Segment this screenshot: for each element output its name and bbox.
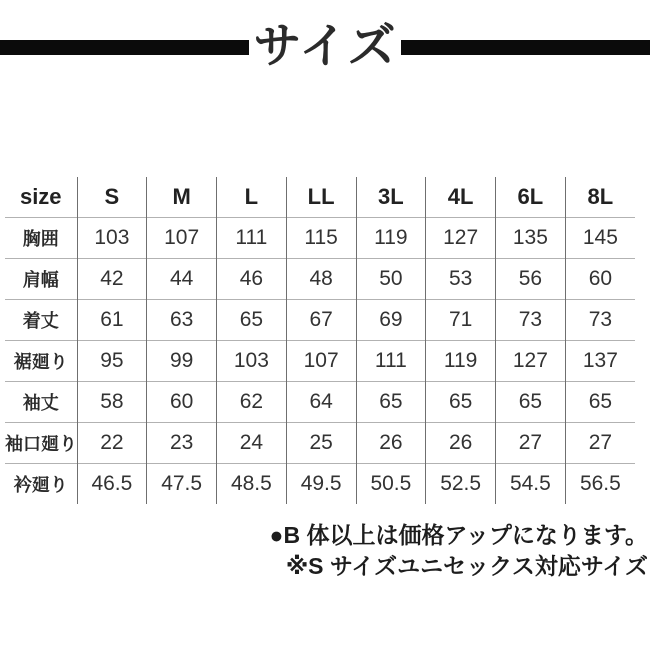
measurement-value-cell: 56.5: [565, 464, 635, 505]
measurement-value-cell: 60: [565, 259, 635, 300]
measurement-value-cell: 119: [356, 218, 426, 259]
title-bar-right: [401, 40, 650, 55]
footnote-line: ●B 体以上は価格アップになります。: [269, 522, 648, 548]
measurement-value-cell: 71: [426, 300, 496, 341]
size-column-header: L: [217, 177, 287, 218]
size-table-row: [5, 300, 635, 341]
measurement-value-cell: 26: [426, 423, 496, 464]
measurement-value-cell: 137: [565, 341, 635, 382]
size-table-header-row: [5, 177, 635, 218]
measurement-value-cell: 107: [147, 218, 217, 259]
measurement-value-cell: 25: [286, 423, 356, 464]
measurement-value-cell: 119: [426, 341, 496, 382]
measurement-value-cell: 61: [77, 300, 147, 341]
measurement-value-cell: 65: [496, 382, 566, 423]
measurement-value-cell: 26: [356, 423, 426, 464]
measurement-value-cell: 44: [147, 259, 217, 300]
size-table-row: [5, 341, 635, 382]
measurement-value-cell: 49.5: [286, 464, 356, 505]
measurement-row-label: 胸囲: [5, 218, 77, 259]
measurement-row-label: 袖口廻り: [5, 423, 77, 464]
title-banner: [0, 16, 650, 78]
measurement-value-cell: 24: [217, 423, 287, 464]
size-column-header: 4L: [426, 177, 496, 218]
size-table-row: [5, 464, 635, 505]
measurement-value-cell: 52.5: [426, 464, 496, 505]
measurement-value-cell: 46: [217, 259, 287, 300]
measurement-value-cell: 135: [496, 218, 566, 259]
size-column-header: M: [147, 177, 217, 218]
measurement-value-cell: 111: [356, 341, 426, 382]
measurement-value-cell: 65: [217, 300, 287, 341]
measurement-value-cell: 65: [426, 382, 496, 423]
measurement-value-cell: 69: [356, 300, 426, 341]
measurement-value-cell: 50.5: [356, 464, 426, 505]
size-table-row: [5, 382, 635, 423]
measurement-value-cell: 64: [286, 382, 356, 423]
size-column-header: 8L: [565, 177, 635, 218]
measurement-value-cell: 65: [565, 382, 635, 423]
measurement-value-cell: 73: [496, 300, 566, 341]
footnotes: [0, 520, 650, 582]
measurement-value-cell: 23: [147, 423, 217, 464]
measurement-row-label: 衿廻り: [5, 464, 77, 505]
size-column-header: 3L: [356, 177, 426, 218]
measurement-value-cell: 73: [565, 300, 635, 341]
size-table-row: [5, 218, 635, 259]
size-table-row: [5, 423, 635, 464]
measurement-value-cell: 103: [77, 218, 147, 259]
size-column-header: LL: [286, 177, 356, 218]
measurement-value-cell: 58: [77, 382, 147, 423]
measurement-row-label: 肩幅: [5, 259, 77, 300]
measurement-value-cell: 47.5: [147, 464, 217, 505]
measurement-row-label: 着丈: [5, 300, 77, 341]
size-table-body: [5, 218, 635, 505]
measurement-value-cell: 67: [286, 300, 356, 341]
measurement-row-label: 袖丈: [5, 382, 77, 423]
measurement-value-cell: 111: [217, 218, 287, 259]
size-table-row: [5, 259, 635, 300]
measurement-row-label: 裾廻り: [5, 341, 77, 382]
measurement-value-cell: 63: [147, 300, 217, 341]
measurement-value-cell: 27: [496, 423, 566, 464]
size-column-header: 6L: [496, 177, 566, 218]
measurement-value-cell: 103: [217, 341, 287, 382]
measurement-value-cell: 107: [286, 341, 356, 382]
measurement-value-cell: 65: [356, 382, 426, 423]
measurement-value-cell: 27: [565, 423, 635, 464]
measurement-value-cell: 95: [77, 341, 147, 382]
measurement-value-cell: 62: [217, 382, 287, 423]
measurement-value-cell: 115: [286, 218, 356, 259]
measurement-value-cell: 48.5: [217, 464, 287, 505]
measurement-value-cell: 42: [77, 259, 147, 300]
size-table: [5, 177, 635, 504]
measurement-value-cell: 56: [496, 259, 566, 300]
measurement-value-cell: 145: [565, 218, 635, 259]
footnote-line: ※S サイズユニセックス対応サイズ: [285, 553, 648, 579]
measurement-value-cell: 50: [356, 259, 426, 300]
size-column-header: S: [77, 177, 147, 218]
size-table-corner-label: size: [19, 184, 62, 209]
measurement-value-cell: 60: [147, 382, 217, 423]
measurement-value-cell: 99: [147, 341, 217, 382]
measurement-value-cell: 127: [426, 218, 496, 259]
measurement-value-cell: 48: [286, 259, 356, 300]
measurement-value-cell: 53: [426, 259, 496, 300]
measurement-value-cell: 46.5: [77, 464, 147, 505]
title-bar-left: [0, 40, 249, 55]
page-title: サイズ: [253, 20, 397, 73]
measurement-value-cell: 22: [77, 423, 147, 464]
measurement-value-cell: 54.5: [496, 464, 566, 505]
measurement-value-cell: 127: [496, 341, 566, 382]
